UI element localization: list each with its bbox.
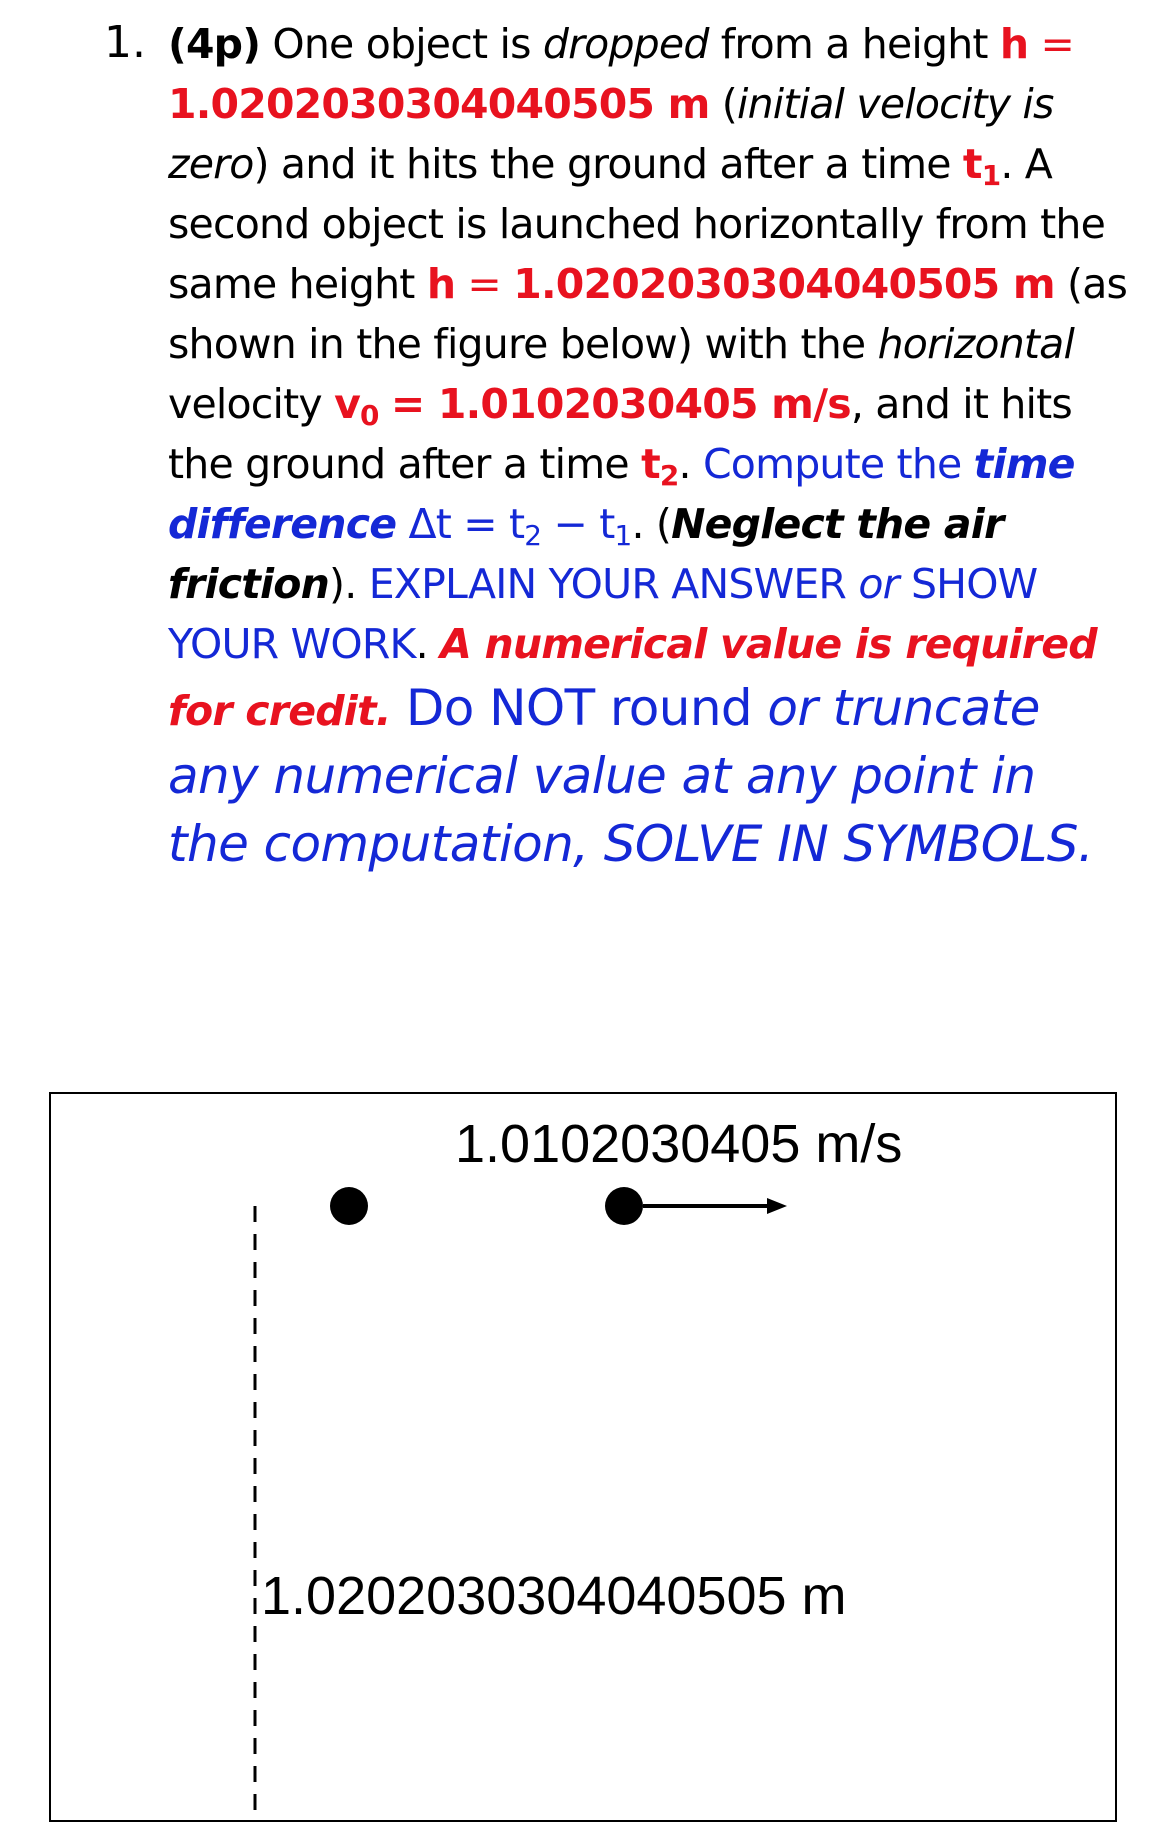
height-value: 1.0202030304040505 m: [168, 80, 710, 128]
v0-value: = 1.0102030405 m/s: [390, 380, 851, 428]
compute-instruction: Compute the time difference $\Delta t = t_2 - t_1$: [168, 440, 1075, 552]
projectile-figure: [49, 1092, 1117, 1822]
neglect-note: Neglect the air friction: [168, 500, 1004, 608]
do-not-round: Do NOT round: [390, 679, 768, 737]
launched-object: [605, 1187, 643, 1225]
v0-symbol: $v_0$: [334, 380, 379, 432]
velocity-arrow-head: [767, 1198, 787, 1214]
velocity-label: 1.0102030405 m/s: [455, 1114, 903, 1174]
problem-number: 1.: [104, 17, 146, 68]
show-work-instruction: SHOW YOUR WORK: [168, 560, 1038, 668]
credit-requirement: A numerical value is required for credit.: [168, 620, 1097, 735]
figure-drawing: [51, 1094, 1117, 1822]
height-label: 1.0202030304040505 m: [261, 1566, 847, 1626]
points: (4p): [168, 20, 261, 68]
dropped-object: [330, 1187, 368, 1225]
height-symbol-2: h: [426, 260, 456, 308]
explain-instruction: EXPLAIN YOUR ANSWER: [368, 560, 847, 608]
height-symbol: h: [999, 20, 1029, 68]
t1-symbol: $t_1$: [962, 140, 1001, 192]
t2-symbol: $t_2$: [641, 440, 679, 492]
height-value-2: 1.0202030304040505 m: [513, 260, 1055, 308]
problem-text: (4p) One object is dropped from a height h = 1.0202030304040505 m (initial velocity is zero) and it hits the ground after a time $t_1$. A second object is launched horizontally from the same height h = 1.0202030304040505 m (as shown in the figure below) with the horizontal velocity $v_0 = 1.0102030405$ m/s, and it hits the ground after a time $t_2$. Compute the time difference $\Delta t = t_2 - t_1$. (Neglect the air friction). EXPLAIN YOUR ANSWER or SHOW YOUR WORK. A numerical value is required for credit. Do NOT round or truncate any numerical value at any point in the computation, SOLVE IN SYMBOLS.: [168, 20, 1128, 873]
solve-in-symbols: or truncate any numerical value at any point in the computation, SOLVE IN SYMBOLS.: [168, 679, 1094, 873]
